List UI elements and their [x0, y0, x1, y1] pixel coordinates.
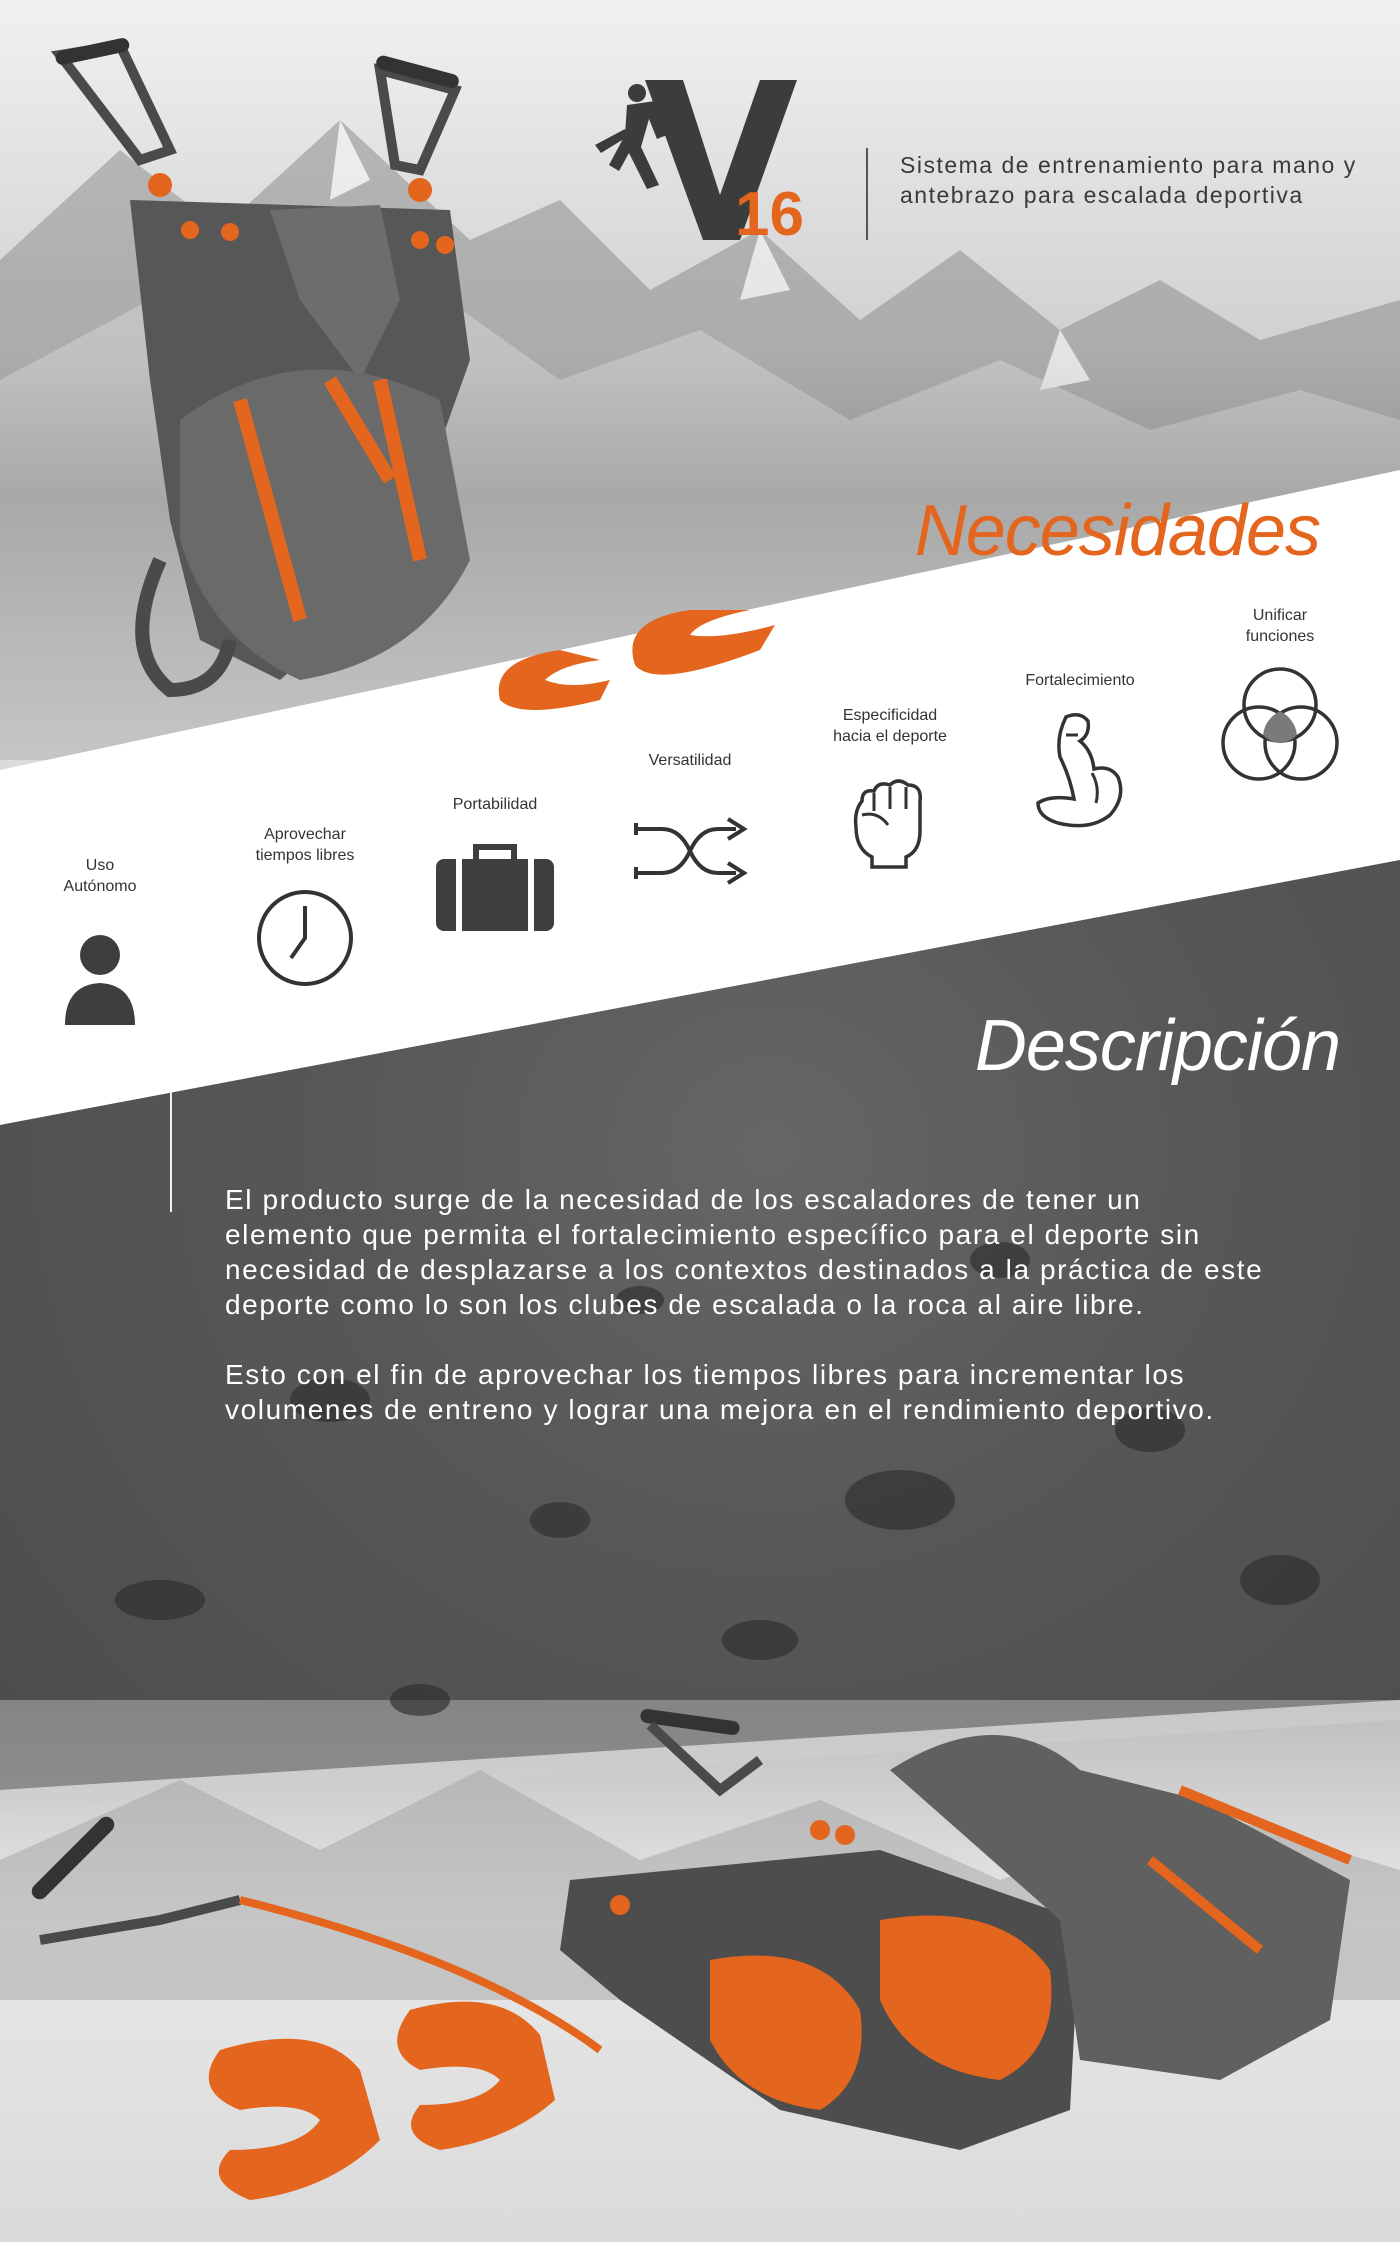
brand-logo	[585, 75, 825, 250]
description-body	[225, 1182, 1265, 1462]
need-label: Uso Autónomo	[63, 857, 137, 895]
need-label: Fortalecimiento	[1025, 672, 1135, 689]
needs-title: Necesidades	[914, 491, 1320, 571]
tagline: Sistema de entrenamiento para mano y antebrazo para escalada deportiva	[900, 152, 1357, 208]
need-label: Versatilidad	[648, 752, 732, 769]
need-label: Portabilidad	[452, 796, 538, 813]
fist-icon	[848, 771, 932, 871]
tagline-divider	[866, 148, 868, 240]
need-label: Unificar funciones	[1245, 607, 1315, 645]
description-paragraph: Esto con el fin de aprovechar los tiempos libres para incrementar los volumenes de entreno y lograr una mejora en el rendimiento deportivo.	[225, 1359, 1215, 1425]
description-paragraph: El producto surge de la necesidad de los escaladores de tener un elemento que permita el fortalecimiento específico para el deporte sin necesidad de desplazarse a los contextos destinados a la práctica de este deporte como lo son los clubes de escalada o la roca al aire libre.	[225, 1184, 1264, 1320]
need-fortalecimiento	[1000, 670, 1160, 837]
description-title: Descripción	[974, 1006, 1340, 1086]
flexed-arm-icon	[1030, 707, 1130, 837]
need-tiempos-libres	[235, 824, 375, 990]
need-portabilidad	[430, 794, 560, 937]
need-versatilidad	[630, 750, 750, 891]
need-uso-autonomo	[40, 855, 160, 1035]
need-especificidad	[810, 705, 970, 871]
clock-icon	[253, 886, 357, 990]
venn-icon	[1215, 663, 1345, 793]
need-unificar-funciones	[1200, 605, 1360, 793]
person-icon	[55, 925, 145, 1035]
shuffle-icon	[632, 811, 748, 891]
need-label: Especificidad hacia el deporte	[833, 707, 947, 745]
briefcase-icon	[430, 841, 560, 937]
logo-number: 16	[735, 180, 804, 249]
need-label: Aprovechar tiempos libres	[255, 826, 355, 864]
description-accent-line	[170, 1092, 172, 1212]
